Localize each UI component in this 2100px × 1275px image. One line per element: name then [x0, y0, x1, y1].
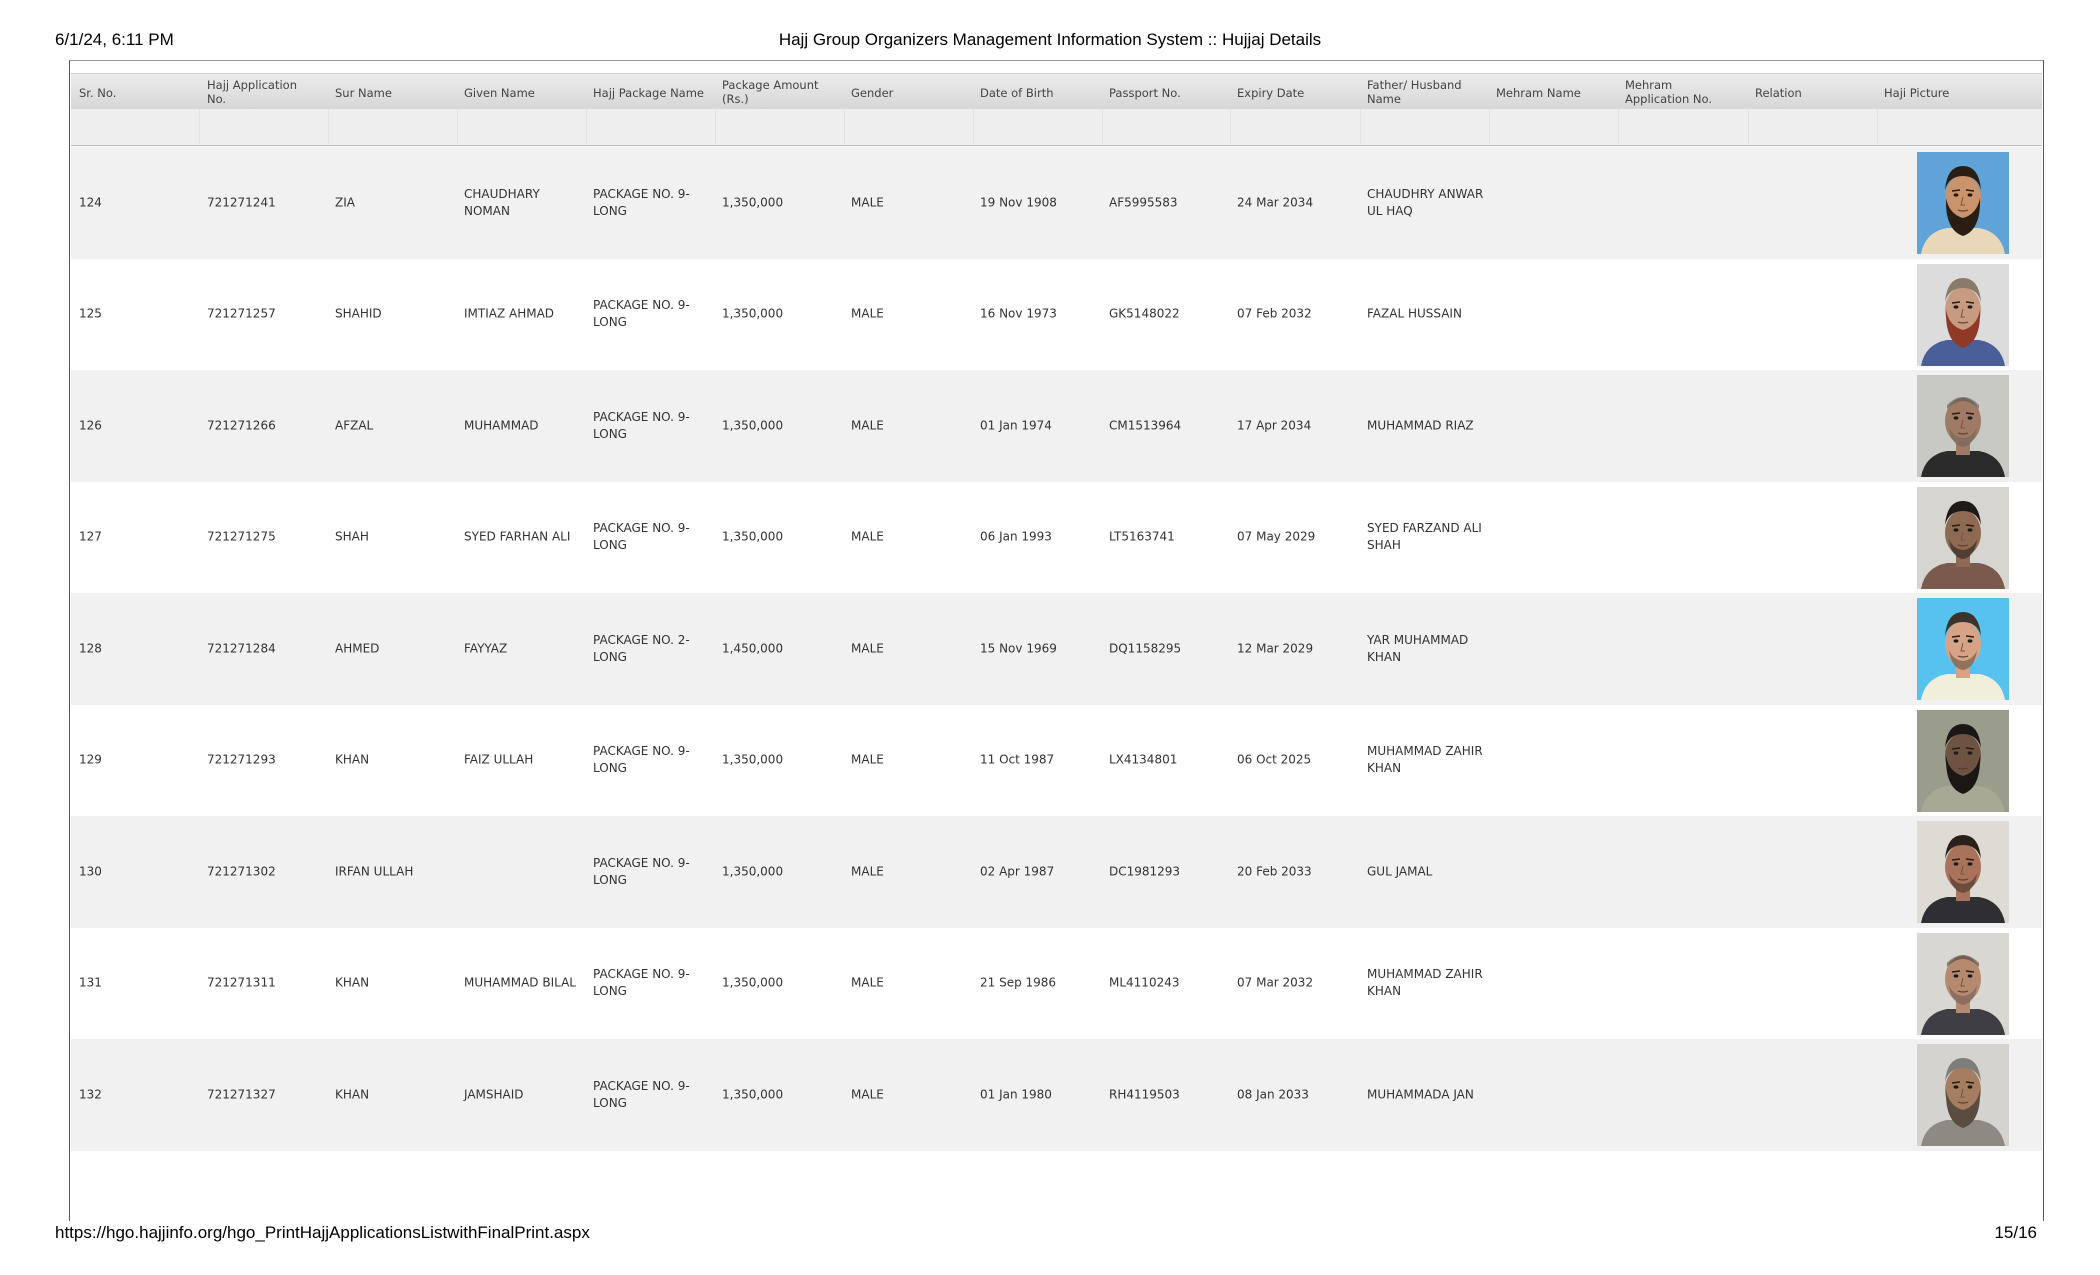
- cell-package-name: PACKAGE NO. 9-LONG: [593, 521, 690, 553]
- cell-passport-no: LX4134801: [1109, 752, 1178, 767]
- cell-surname: KHAN: [335, 1087, 370, 1102]
- cell-sr-no: 124: [79, 195, 102, 210]
- cell-passport-no: DC1981293: [1109, 864, 1181, 879]
- cell-sr-no: 132: [79, 1087, 102, 1102]
- cell-application-no: 721271327: [207, 1087, 276, 1102]
- cell-passport-no: ML4110243: [1109, 975, 1180, 990]
- cell-gender: MALE: [851, 975, 884, 990]
- cell-surname: KHAN: [335, 975, 370, 990]
- cell-father-husband-name: FAZAL HUSSAIN: [1367, 306, 1462, 321]
- cell-sr-no: 128: [79, 641, 102, 656]
- cell-date-of-birth: 21 Sep 1986: [980, 975, 1057, 990]
- cell-application-no: 721271311: [207, 975, 276, 990]
- cell-expiry-date: 08 Jan 2033: [1237, 1087, 1309, 1102]
- cell-father-husband-name: CHAUDHRY ANWAR UL HAQ: [1367, 186, 1484, 218]
- table-row: [71, 1039, 2042, 1151]
- cell-father-husband-name: SYED FARZAND ALI SHAH: [1367, 521, 1482, 553]
- cell-expiry-date: 12 Mar 2029: [1237, 641, 1314, 656]
- cell-sr-no: 125: [79, 306, 102, 321]
- table-row: [71, 705, 2042, 817]
- table-row: [71, 147, 2042, 259]
- cell-date-of-birth: 01 Jan 1980: [980, 1087, 1052, 1102]
- cell-expiry-date: 20 Feb 2033: [1237, 864, 1312, 879]
- column-header-passport-no: Passport No.: [1109, 86, 1181, 100]
- cell-given-name: IMTIAZ AHMAD: [464, 306, 555, 321]
- cell-application-no: 721271302: [207, 864, 276, 879]
- cell-passport-no: DQ1158295: [1109, 641, 1182, 656]
- cell-date-of-birth: 19 Nov 1908: [980, 195, 1057, 210]
- haji-photo: [1917, 1044, 2009, 1146]
- cell-given-name: FAYYAZ: [464, 641, 508, 656]
- table-row: [71, 259, 2042, 371]
- table-header: [71, 73, 2042, 111]
- cell-passport-no: RH4119503: [1109, 1087, 1180, 1102]
- table-row: [71, 593, 2042, 705]
- cell-package-name: PACKAGE NO. 2-LONG: [593, 632, 690, 664]
- table-row: [71, 370, 2042, 482]
- cell-date-of-birth: 16 Nov 1973: [980, 306, 1057, 321]
- cell-passport-no: CM1513964: [1109, 418, 1182, 433]
- cell-expiry-date: 24 Mar 2034: [1237, 195, 1314, 210]
- hujjaj-table: [69, 60, 2044, 1221]
- column-header-gender: Gender: [851, 86, 894, 100]
- cell-surname: IRFAN ULLAH: [335, 864, 414, 879]
- cell-father-husband-name: MUHAMMAD ZAHIR KHAN: [1367, 744, 1483, 776]
- cell-sr-no: 127: [79, 529, 102, 544]
- cell-given-name: FAIZ ULLAH: [464, 752, 534, 767]
- cell-sr-no: 130: [79, 864, 102, 879]
- column-header-package-name: Hajj Package Name: [593, 86, 704, 100]
- cell-father-husband-name: YAR MUHAMMAD KHAN: [1367, 632, 1469, 664]
- cell-expiry-date: 07 May 2029: [1237, 529, 1316, 544]
- cell-surname: AHMED: [335, 641, 380, 656]
- cell-package-name: PACKAGE NO. 9-LONG: [593, 855, 690, 887]
- cell-surname: ZIA: [335, 195, 355, 210]
- cell-package-amount: 1,350,000: [722, 529, 784, 544]
- table-filter-row: [71, 109, 2042, 146]
- cell-application-no: 721271275: [207, 529, 276, 544]
- cell-surname: AFZAL: [335, 418, 374, 433]
- page-number: 15/16: [1994, 1223, 2037, 1242]
- haji-photo: [1917, 487, 2009, 589]
- haji-photo: [1917, 264, 2009, 366]
- table-row: [71, 928, 2042, 1040]
- cell-package-name: PACKAGE NO. 9-LONG: [593, 186, 690, 218]
- cell-surname: SHAH: [335, 529, 369, 544]
- cell-application-no: 721271293: [207, 752, 276, 767]
- cell-date-of-birth: 02 Apr 1987: [980, 864, 1055, 879]
- cell-father-husband-name: MUHAMMAD ZAHIR KHAN: [1367, 967, 1483, 999]
- page-url: https://hgo.hajjinfo.org/hgo_PrintHajjApplicationsListwithFinalPrint.aspx: [55, 1223, 590, 1242]
- haji-photo: [1917, 152, 2009, 254]
- cell-expiry-date: 06 Oct 2025: [1237, 752, 1312, 767]
- cell-package-name: PACKAGE NO. 9-LONG: [593, 967, 690, 999]
- column-header-haji-picture: Haji Picture: [1884, 86, 1950, 100]
- haji-photo: [1917, 821, 2009, 923]
- cell-package-name: PACKAGE NO. 9-LONG: [593, 409, 690, 441]
- haji-photo: [1917, 710, 2009, 812]
- cell-passport-no: GK5148022: [1109, 306, 1180, 321]
- column-header-package-amount: Package Amount (Rs.): [722, 78, 819, 106]
- cell-passport-no: LT5163741: [1109, 529, 1175, 544]
- cell-date-of-birth: 11 Oct 1987: [980, 752, 1055, 767]
- column-header-application-no: Hajj Application No.: [207, 78, 297, 106]
- cell-father-husband-name: MUHAMMADA JAN: [1367, 1087, 1474, 1102]
- cell-passport-no: AF5995583: [1109, 195, 1178, 210]
- cell-date-of-birth: 15 Nov 1969: [980, 641, 1057, 656]
- cell-application-no: 721271241: [207, 195, 276, 210]
- cell-father-husband-name: GUL JAMAL: [1367, 864, 1433, 879]
- cell-surname: SHAHID: [335, 306, 382, 321]
- cell-application-no: 721271284: [207, 641, 276, 656]
- cell-package-amount: 1,450,000: [722, 641, 784, 656]
- cell-date-of-birth: 01 Jan 1974: [980, 418, 1052, 433]
- cell-date-of-birth: 06 Jan 1993: [980, 529, 1052, 544]
- cell-father-husband-name: MUHAMMAD RIAZ: [1367, 418, 1474, 433]
- cell-sr-no: 126: [79, 418, 102, 433]
- haji-photo: [1917, 375, 2009, 477]
- cell-surname: KHAN: [335, 752, 370, 767]
- cell-package-amount: 1,350,000: [722, 752, 784, 767]
- cell-gender: MALE: [851, 529, 884, 544]
- cell-package-amount: 1,350,000: [722, 864, 784, 879]
- column-header-mehram-name: Mehram Name: [1496, 86, 1581, 100]
- cell-package-amount: 1,350,000: [722, 418, 784, 433]
- table-body: [71, 147, 2042, 1151]
- haji-photo: [1917, 598, 2009, 700]
- column-header-relation: Relation: [1755, 86, 1802, 100]
- cell-given-name: JAMSHAID: [464, 1087, 524, 1102]
- cell-given-name: MUHAMMAD BILAL: [464, 975, 576, 990]
- cell-package-name: PACKAGE NO. 9-LONG: [593, 1078, 690, 1110]
- cell-expiry-date: 17 Apr 2034: [1237, 418, 1312, 433]
- haji-photo: [1917, 933, 2009, 1035]
- cell-gender: MALE: [851, 864, 884, 879]
- column-header-given-name: Given Name: [464, 86, 535, 100]
- cell-package-amount: 1,350,000: [722, 195, 784, 210]
- table-row: [71, 816, 2042, 928]
- cell-sr-no: 129: [79, 752, 102, 767]
- cell-gender: MALE: [851, 641, 884, 656]
- page-title: Hajj Group Organizers Management Information System :: Hujjaj Details: [778, 30, 1322, 49]
- cell-application-no: 721271266: [207, 418, 276, 433]
- cell-package-name: PACKAGE NO. 9-LONG: [593, 744, 690, 776]
- print-header: [55, 28, 2045, 54]
- cell-expiry-date: 07 Mar 2032: [1237, 975, 1314, 990]
- column-header-expiry-date: Expiry Date: [1237, 86, 1305, 100]
- cell-sr-no: 131: [79, 975, 102, 990]
- cell-gender: MALE: [851, 1087, 884, 1102]
- table-row: [71, 482, 2042, 594]
- column-header-sr-no: Sr. No.: [79, 86, 117, 100]
- column-header-date-of-birth: Date of Birth: [980, 86, 1054, 100]
- cell-application-no: 721271257: [207, 306, 276, 321]
- cell-package-amount: 1,350,000: [722, 306, 784, 321]
- column-header-surname: Sur Name: [335, 86, 392, 100]
- cell-given-name: MUHAMMAD: [464, 418, 539, 433]
- cell-package-amount: 1,350,000: [722, 1087, 784, 1102]
- column-header-father-husband-name: Father/ Husband Name: [1367, 78, 1462, 106]
- cell-given-name: SYED FARHAN ALI: [464, 529, 571, 544]
- cell-expiry-date: 07 Feb 2032: [1237, 306, 1312, 321]
- cell-gender: MALE: [851, 752, 884, 767]
- print-footer: [55, 1223, 2045, 1245]
- cell-gender: MALE: [851, 306, 884, 321]
- print-datetime: 6/1/24, 6:11 PM: [55, 30, 174, 49]
- cell-gender: MALE: [851, 195, 884, 210]
- cell-package-amount: 1,350,000: [722, 975, 784, 990]
- cell-package-name: PACKAGE NO. 9-LONG: [593, 298, 690, 330]
- cell-gender: MALE: [851, 418, 884, 433]
- cell-given-name: CHAUDHARY NOMAN: [464, 186, 540, 218]
- column-header-mehram-application-no: Mehram Application No.: [1625, 78, 1713, 106]
